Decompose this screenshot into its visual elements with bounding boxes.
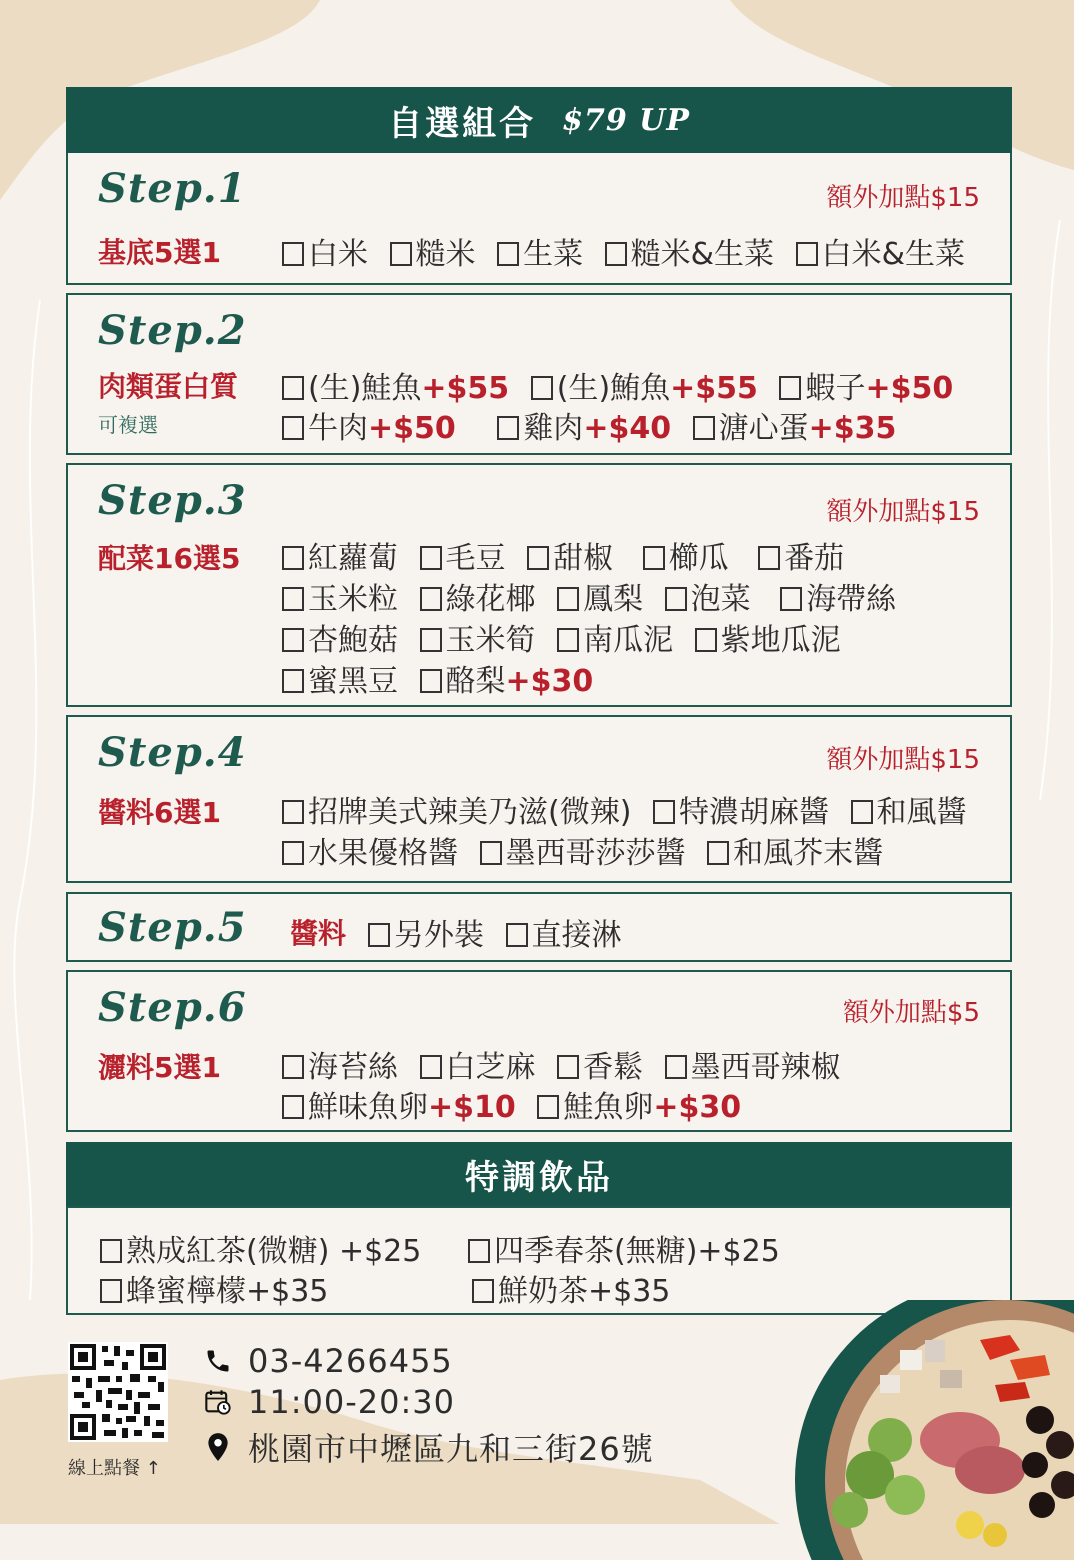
option[interactable]: 杏鮑菇 xyxy=(282,615,398,659)
step3-row2 xyxy=(282,574,896,618)
checkbox-icon[interactable] xyxy=(282,376,304,400)
step1-extra: 額外加點$15 xyxy=(826,183,980,213)
checkbox-icon[interactable] xyxy=(643,546,665,570)
option[interactable]: (生)鮭魚+$55 xyxy=(282,363,509,407)
step6-row1 xyxy=(282,1042,841,1086)
drinks-header xyxy=(66,1142,1012,1206)
phone-icon xyxy=(200,1347,236,1375)
step4-extra: 額外加點$15 xyxy=(826,745,980,775)
checkbox-icon[interactable] xyxy=(665,1055,687,1079)
step3-extra: 額外加點$15 xyxy=(826,497,980,527)
option[interactable]: 另外裝 xyxy=(368,910,484,954)
option[interactable]: 香鬆 xyxy=(557,1042,643,1086)
step2-title: Step.2 xyxy=(98,307,247,354)
option[interactable]: 生菜 xyxy=(497,229,583,273)
qr-code[interactable] xyxy=(68,1342,168,1442)
option[interactable]: 白芝麻 xyxy=(420,1042,536,1086)
checkbox-icon[interactable] xyxy=(282,242,304,266)
drinks-title: 特調飲品 xyxy=(465,1157,613,1198)
checkbox-icon[interactable] xyxy=(506,923,528,947)
option[interactable]: 鮭魚卵+$30 xyxy=(537,1082,741,1126)
step5-title: Step.5 xyxy=(98,904,247,951)
step3-row1 xyxy=(282,533,844,577)
step2-label: 肉類蛋白質 xyxy=(98,370,239,403)
option[interactable]: 溏心蛋+$35 xyxy=(693,403,897,447)
option[interactable]: 糙米 xyxy=(390,229,476,273)
checkbox-icon[interactable] xyxy=(282,1095,304,1119)
option[interactable]: 海帶絲 xyxy=(780,574,896,618)
step6-label: 灑料5選1 xyxy=(98,1051,221,1084)
checkbox-icon[interactable] xyxy=(557,628,579,652)
checkbox-icon[interactable] xyxy=(707,841,729,865)
step3-panel xyxy=(66,463,1012,707)
option[interactable]: 白米&生菜 xyxy=(796,229,965,273)
step4-row2 xyxy=(282,828,883,872)
checkbox-icon[interactable] xyxy=(537,1095,559,1119)
option[interactable]: 墨西哥莎莎醬 xyxy=(480,828,686,872)
option[interactable]: 和風醬 xyxy=(851,787,967,831)
drink-item[interactable]: 熟成紅茶(微糖) +$25 xyxy=(100,1226,421,1270)
checkbox-icon[interactable] xyxy=(557,587,579,611)
option[interactable]: 鳳梨 xyxy=(557,574,643,618)
option[interactable]: 鮮味魚卵+$10 xyxy=(282,1082,516,1126)
checkbox-icon[interactable] xyxy=(531,376,553,400)
checkbox-icon[interactable] xyxy=(527,546,549,570)
phone-row[interactable] xyxy=(200,1342,453,1380)
drink-item[interactable]: 四季春茶(無糖)+$25 xyxy=(468,1226,780,1270)
step2-row1 xyxy=(282,363,953,407)
checkbox-icon[interactable] xyxy=(282,669,304,693)
checkbox-icon[interactable] xyxy=(100,1279,122,1303)
step6-row2 xyxy=(282,1082,741,1126)
checkbox-icon[interactable] xyxy=(497,242,519,266)
checkbox-icon[interactable] xyxy=(472,1279,494,1303)
checkbox-icon[interactable] xyxy=(557,1055,579,1079)
checkbox-icon[interactable] xyxy=(758,546,780,570)
option[interactable]: 毛豆 xyxy=(420,533,506,577)
option[interactable]: 海苔絲 xyxy=(282,1042,398,1086)
checkbox-icon[interactable] xyxy=(497,416,519,440)
step1-title: Step.1 xyxy=(98,165,247,212)
checkbox-icon[interactable] xyxy=(779,376,801,400)
checkbox-icon[interactable] xyxy=(282,841,304,865)
checkbox-icon[interactable] xyxy=(653,800,675,824)
checkbox-icon[interactable] xyxy=(282,800,304,824)
checkbox-icon[interactable] xyxy=(468,1239,490,1263)
option[interactable]: 綠花椰 xyxy=(420,574,536,618)
option[interactable]: 雞肉+$40 xyxy=(497,403,671,447)
checkbox-icon[interactable] xyxy=(390,242,412,266)
checkbox-icon[interactable] xyxy=(282,587,304,611)
option[interactable]: 和風芥末醬 xyxy=(707,828,883,872)
qr-caption: 線上點餐 ↑ xyxy=(68,1458,161,1479)
checkbox-icon[interactable] xyxy=(695,628,717,652)
option[interactable]: (生)鮪魚+$55 xyxy=(531,363,758,407)
option[interactable]: 泡菜 xyxy=(665,574,751,618)
step4-panel xyxy=(66,715,1012,883)
drinks-panel xyxy=(66,1206,1012,1315)
checkbox-icon[interactable] xyxy=(282,416,304,440)
step4-row1 xyxy=(282,787,967,831)
step3-label: 配菜16選5 xyxy=(98,542,241,575)
step3-row4 xyxy=(282,656,593,700)
hours-row xyxy=(200,1383,455,1421)
step6-extra: 額外加點$5 xyxy=(842,998,980,1028)
option[interactable]: 玉米粒 xyxy=(282,574,398,618)
checkbox-icon[interactable] xyxy=(282,628,304,652)
option[interactable]: 水果優格醬 xyxy=(282,828,458,872)
option[interactable]: 甜椒 xyxy=(527,533,613,577)
option[interactable]: 糙米&生菜 xyxy=(605,229,774,273)
step6-panel xyxy=(66,970,1012,1132)
option[interactable]: 蜜黑豆 xyxy=(282,656,398,700)
checkbox-icon[interactable] xyxy=(100,1239,122,1263)
option[interactable]: 特濃胡麻醬 xyxy=(653,787,829,831)
step2-row2 xyxy=(282,403,896,447)
phone-number: 03-4266455 xyxy=(248,1342,453,1380)
checkbox-icon[interactable] xyxy=(282,1055,304,1079)
checkbox-icon[interactable] xyxy=(851,800,873,824)
step6-title: Step.6 xyxy=(98,984,247,1031)
option[interactable]: 白米 xyxy=(282,229,368,273)
option[interactable]: 紫地瓜泥 xyxy=(695,615,841,659)
drink-item[interactable]: 蜂蜜檸檬+$35 xyxy=(100,1266,328,1310)
location-pin-icon xyxy=(200,1432,236,1462)
address-row[interactable] xyxy=(200,1424,654,1470)
step5-panel xyxy=(66,892,1012,962)
checkbox-icon[interactable] xyxy=(780,587,802,611)
checkbox-icon[interactable] xyxy=(605,242,627,266)
checkbox-icon[interactable] xyxy=(796,242,818,266)
option[interactable]: 牛肉+$50 xyxy=(282,403,456,447)
step3-row3 xyxy=(282,615,841,659)
option[interactable]: 櫛瓜 xyxy=(643,533,729,577)
poke-bowl-image xyxy=(780,1300,1074,1560)
option[interactable]: 招牌美式辣美乃滋(微辣) xyxy=(282,787,631,831)
step3-title: Step.3 xyxy=(98,477,247,524)
address: 桃園市中壢區九和三街26號 xyxy=(248,1430,654,1468)
option[interactable]: 番茄 xyxy=(758,533,844,577)
checkbox-icon[interactable] xyxy=(420,587,442,611)
step1-options xyxy=(282,229,965,273)
option[interactable]: 墨西哥辣椒 xyxy=(665,1042,841,1086)
option[interactable]: 紅蘿蔔 xyxy=(282,533,398,577)
step4-title: Step.4 xyxy=(98,729,247,776)
step5-options xyxy=(368,910,622,954)
option[interactable]: 直接淋 xyxy=(506,910,622,954)
checkbox-icon[interactable] xyxy=(420,1055,442,1079)
checkbox-icon[interactable] xyxy=(368,923,390,947)
step1-panel xyxy=(66,151,1012,285)
checkbox-icon[interactable] xyxy=(480,841,502,865)
combo-header xyxy=(66,87,1012,153)
calendar-clock-icon xyxy=(200,1388,236,1416)
drink-item[interactable]: 鮮奶茶+$35 xyxy=(472,1266,670,1310)
checkbox-icon[interactable] xyxy=(420,669,442,693)
checkbox-icon[interactable] xyxy=(665,587,687,611)
step2-panel xyxy=(66,293,1012,455)
checkbox-icon[interactable] xyxy=(282,546,304,570)
step2-sublabel: 可複選 xyxy=(98,413,158,437)
option[interactable]: 玉米筍 xyxy=(420,615,536,659)
checkbox-icon[interactable] xyxy=(693,416,715,440)
option[interactable]: 蝦子+$50 xyxy=(779,363,953,407)
step1-label: 基底5選1 xyxy=(98,236,221,269)
checkbox-icon[interactable] xyxy=(420,628,442,652)
combo-price: $79 UP xyxy=(562,102,690,138)
option[interactable]: 南瓜泥 xyxy=(557,615,673,659)
business-hours: 11:00-20:30 xyxy=(248,1383,455,1421)
option[interactable]: 酪梨+$30 xyxy=(420,656,594,700)
combo-title: 自選組合 xyxy=(388,103,537,144)
step5-label: 醬料 xyxy=(290,917,347,950)
checkbox-icon[interactable] xyxy=(420,546,442,570)
step4-label: 醬料6選1 xyxy=(98,796,221,829)
